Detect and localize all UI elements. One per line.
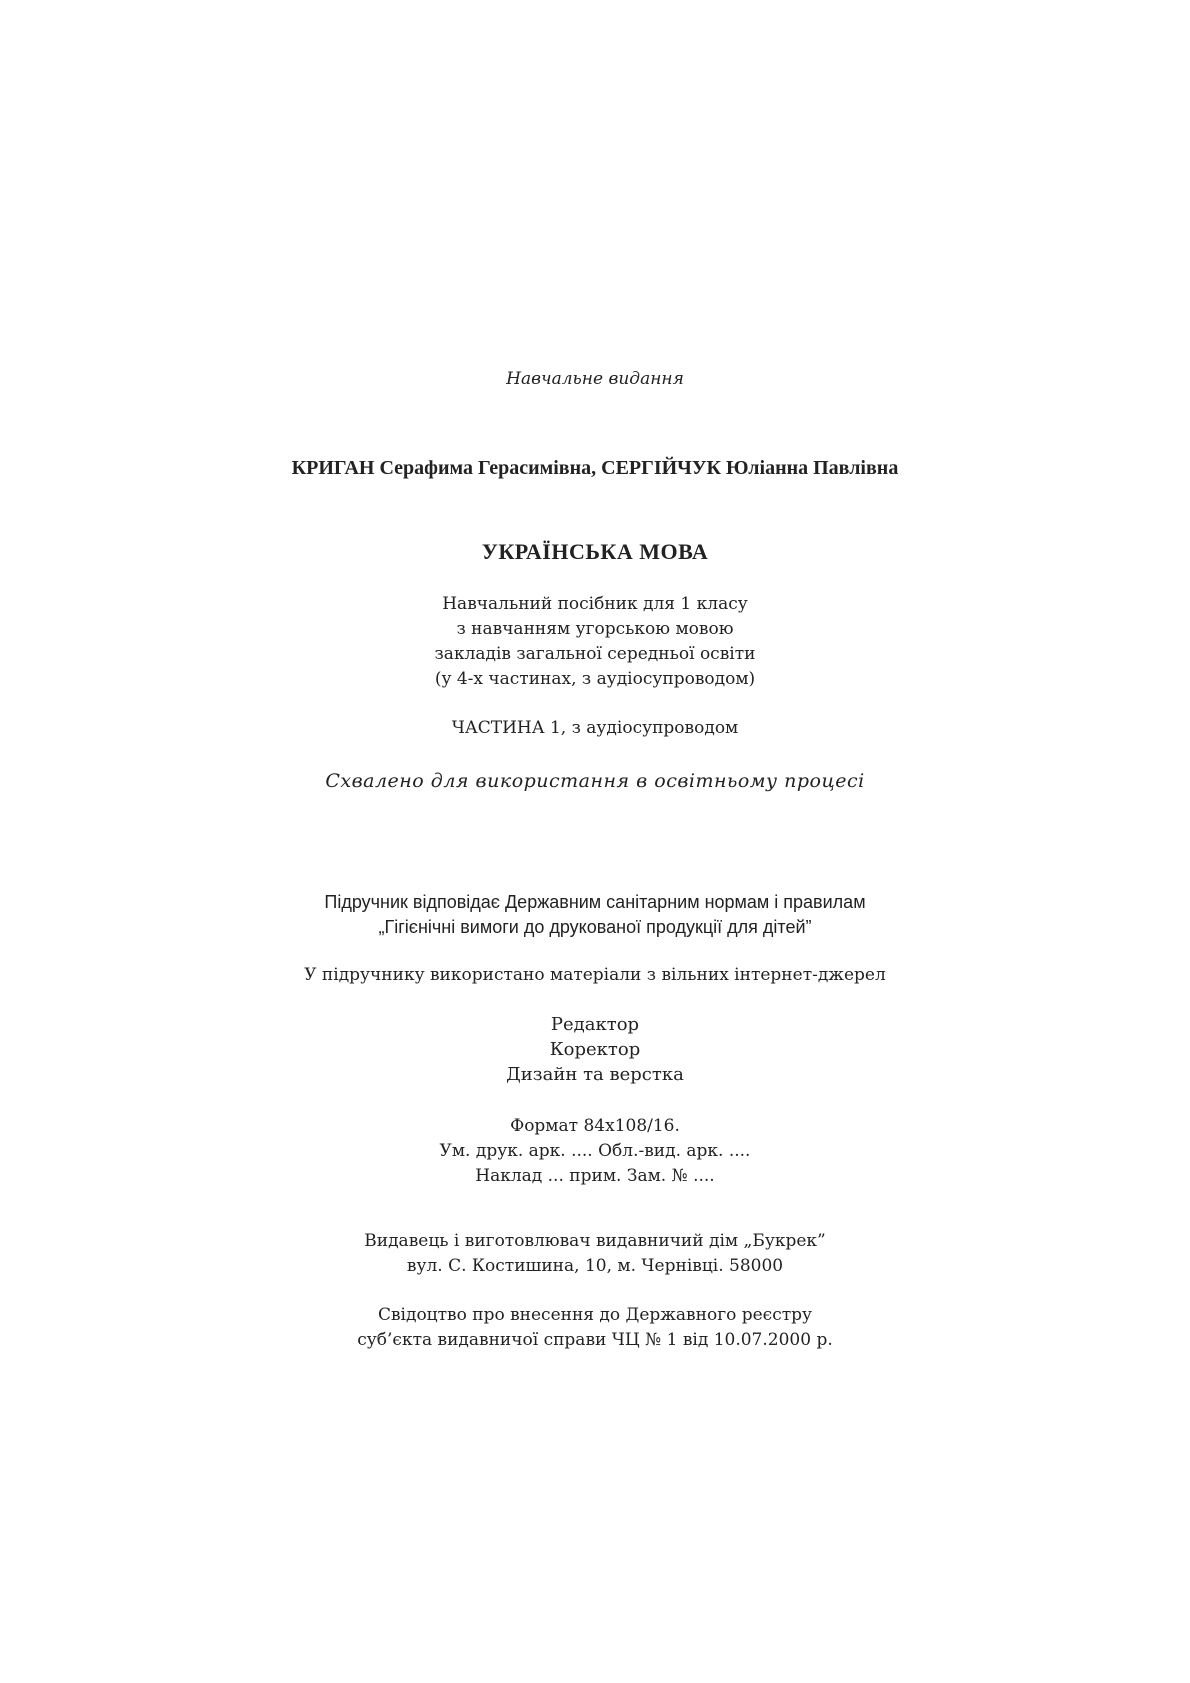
authors: КРИГАН Серафима Герасимівна, СЕРГІЙЧУК Юліанна Павлівна — [291, 457, 899, 479]
format-line: Формат 84х108/16. — [510, 1116, 680, 1136]
description-line: Навчальний посібник для 1 класу — [442, 594, 748, 614]
book-title: УКРАЇНСЬКА МОВА — [481, 539, 709, 564]
publisher-line: вул. С. Костишина, 10, м. Чернівці. 58000 — [406, 1256, 784, 1276]
sanitary-line: Підручник відповідає Державним санітарним нормам і правилам — [324, 892, 866, 912]
format-line: Ум. друк. арк. .... Обл.-вид. арк. .... — [439, 1141, 751, 1161]
credit-line: Коректор — [549, 1039, 641, 1060]
certificate-line: суб’єкта видавничої справи ЧЦ № 1 від 10.07.2000 р. — [357, 1330, 833, 1350]
sanitary-line: „Гігієнічні вимоги до друкованої продукції для дітей” — [378, 917, 812, 937]
edition-type: Навчальне видання — [506, 369, 684, 389]
materials-note: У підручнику використано матеріали з вільних інтернет-джерел — [304, 965, 886, 985]
credit-line: Редактор — [550, 1014, 640, 1035]
description-line: (у 4-х частинах, з аудіосупроводом) — [434, 669, 756, 689]
certificate-line: Свідоцтво про внесення до Державного реєстру — [377, 1305, 813, 1325]
publisher-line: Видавець і виготовлювач видавничий дім „Букрек” — [364, 1231, 826, 1251]
format-line: Наклад ... прим. Зам. № .... — [475, 1166, 715, 1186]
credit-line: Дизайн та верстка — [506, 1064, 684, 1085]
part-label: ЧАСТИНА 1, з аудіосупроводом — [451, 718, 739, 738]
approval-note: Схвалено для використання в освітньому процесі — [325, 770, 865, 792]
description-line: закладів загальної середньої освіти — [434, 644, 756, 664]
description-line: з навчанням угорською мовою — [456, 619, 734, 639]
